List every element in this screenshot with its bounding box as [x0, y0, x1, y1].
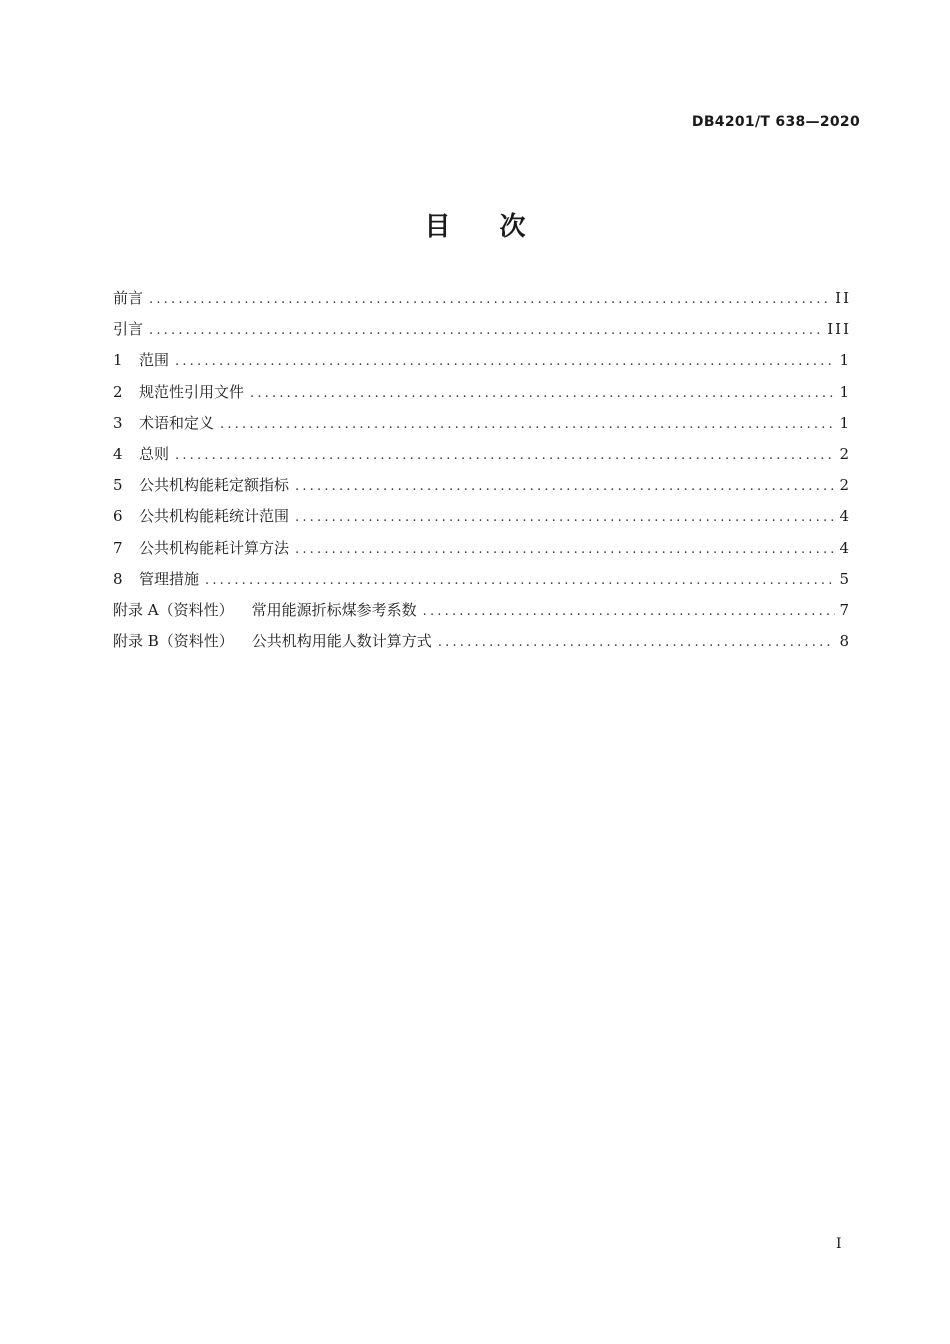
toc-entry-appendix-label: 附录 B（资料性）	[113, 632, 234, 651]
toc-dot-leader	[175, 440, 835, 471]
toc-entry-normative-references[interactable]	[113, 377, 851, 408]
toc-entry-calculation-method[interactable]	[113, 533, 851, 564]
page-number: I	[836, 1236, 842, 1252]
toc-entry-quota-indicators[interactable]	[113, 470, 851, 501]
toc-entry-title: 公共机构用能人数计算方式	[251, 632, 432, 651]
toc-entry-title: 常用能源折标煤参考系数	[251, 600, 417, 619]
toc-entry-title: 总则	[139, 444, 170, 463]
toc-dot-leader	[438, 627, 835, 658]
toc-entry-title: 范围	[139, 351, 170, 370]
toc-dot-leader	[423, 596, 835, 627]
document-number: DB4201/T 638—2020	[691, 114, 860, 130]
toc-entry-title: 术语和定义	[139, 413, 215, 432]
toc-entry-page: 2	[839, 476, 851, 495]
toc-entry-page: II	[835, 289, 851, 307]
toc-dot-leader	[149, 284, 831, 315]
toc-entry-introduction[interactable]	[113, 314, 851, 345]
toc-entry-page: 2	[839, 444, 851, 463]
toc-entry-number: 8	[113, 569, 123, 588]
toc-entry-appendix-a[interactable]	[113, 595, 851, 626]
toc-entry-number: 6	[113, 507, 123, 526]
toc-entry-number: 2	[113, 382, 123, 401]
toc-entry-page: 5	[839, 569, 851, 588]
toc-entry-page: 1	[839, 413, 851, 432]
table-of-contents	[113, 283, 851, 657]
toc-dot-leader	[250, 378, 835, 409]
toc-dot-leader	[295, 534, 835, 565]
toc-entry-title: 公共机构能耗计算方法	[139, 538, 290, 557]
toc-entry-title: 前言	[113, 289, 144, 307]
toc-entry-page: 8	[839, 632, 851, 651]
toc-dot-leader	[220, 409, 835, 440]
toc-entry-foreword[interactable]	[113, 283, 851, 314]
toc-entry-title: 规范性引用文件	[139, 382, 245, 401]
toc-entry-statistics-scope[interactable]	[113, 501, 851, 532]
toc-entry-appendix-b[interactable]	[113, 626, 851, 657]
toc-entry-management-measures[interactable]	[113, 564, 851, 595]
toc-entry-number: 3	[113, 413, 123, 432]
toc-entry-terms-definitions[interactable]	[113, 408, 851, 439]
page-title: 目 次	[424, 212, 546, 242]
toc-entry-number: 7	[113, 538, 123, 557]
toc-entry-title: 引言	[113, 320, 144, 339]
toc-entry-number: 5	[113, 476, 123, 495]
toc-dot-leader	[295, 471, 835, 502]
toc-entry-page: III	[827, 320, 851, 339]
toc-entry-page: 7	[839, 600, 851, 619]
toc-entry-title: 公共机构能耗定额指标	[139, 476, 290, 495]
toc-entry-number: 1	[113, 351, 123, 370]
toc-entry-title: 公共机构能耗统计范围	[139, 507, 290, 526]
toc-dot-leader	[175, 346, 835, 377]
toc-entry-scope[interactable]	[113, 345, 851, 376]
toc-dot-leader	[295, 502, 835, 533]
toc-entry-title: 管理措施	[139, 569, 200, 588]
toc-entry-page: 4	[839, 538, 851, 557]
toc-entry-page: 1	[839, 382, 851, 401]
toc-entry-page: 1	[839, 351, 851, 370]
toc-dot-leader	[205, 565, 835, 596]
toc-entry-page: 4	[839, 507, 851, 526]
toc-dot-leader	[149, 315, 823, 346]
toc-entry-appendix-label: 附录 A（资料性）	[113, 600, 234, 619]
toc-entry-general[interactable]	[113, 439, 851, 470]
toc-entry-number: 4	[113, 444, 123, 463]
